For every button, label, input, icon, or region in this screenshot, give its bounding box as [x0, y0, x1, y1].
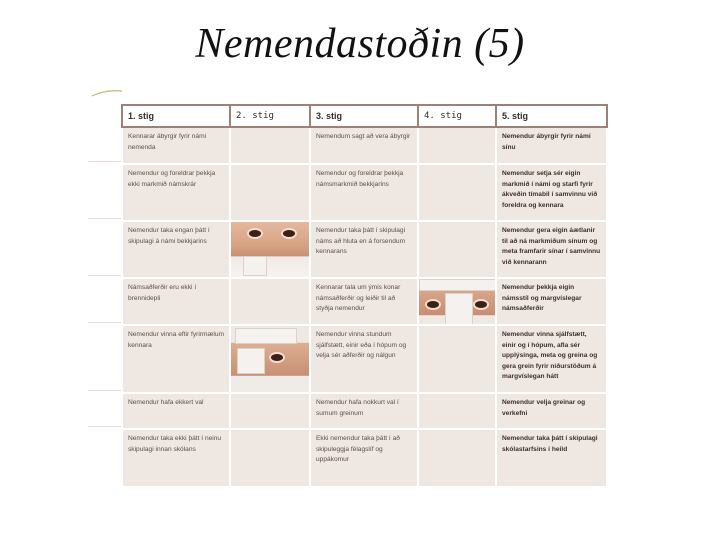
cell-empty [230, 393, 310, 429]
header-stage-3: 3. stig [310, 105, 418, 127]
table-row [122, 127, 607, 164]
cell-stage-1: Nemendur hafa ekkert val [122, 393, 230, 429]
cell-stage-5: Nemendur gera eigin áætlanir til að ná markmiðum sínum og meta framfarir sínar í samvinnu við kennarann [496, 221, 607, 278]
cell-stage-3: Nemendum sagt að vera ábyrgir [310, 127, 418, 164]
cell-stage-3: Nemendur taka þátt í skipulagi náms að hluta en á forsendum kennarans [310, 221, 418, 278]
table-row [122, 164, 607, 221]
wall-block [237, 348, 265, 374]
stages-table [121, 104, 608, 488]
cell-empty [418, 429, 496, 487]
cell-stage-3: Nemendur hafa nokkurt val í sumum greinum [310, 393, 418, 429]
cell-stage-5: Nemendur velja greinar og verkefni [496, 393, 607, 429]
cell-empty [230, 429, 310, 487]
cell-stage-1: Nemendur vinna eftir fyrirmælum kennara [122, 325, 230, 393]
eyes-photo [230, 325, 310, 393]
cell-empty [418, 221, 496, 278]
eye-icon [475, 301, 487, 308]
wall-block [243, 256, 267, 276]
eye-icon [283, 230, 295, 237]
cell-empty [230, 127, 310, 164]
cell-stage-5: Nemendur taka þátt í skipulagi skólastarfsins í heild [496, 429, 607, 487]
cell-stage-5: Nemendur vinna sjálfstætt, einir og í hópum, afla sér upplýsinga, meta og greina og gera grein fyrir niðurstöðum á margvíslegan hátt [496, 325, 607, 393]
table-row [122, 221, 607, 278]
eyes-photo [418, 278, 496, 325]
cell-empty [418, 393, 496, 429]
table-row [122, 429, 607, 487]
guide-line [88, 161, 121, 162]
wall-block [235, 328, 297, 344]
guide-line [88, 390, 121, 391]
header-row [122, 105, 607, 127]
cell-stage-5: Nemendur ábyrgir fyrir námi sínu [496, 127, 607, 164]
header-stage-5: 5. stig [496, 105, 607, 127]
cell-stage-3: Ekki nemendur taka þátt í að skipuleggja félagslíf og uppákomur [310, 429, 418, 487]
cell-empty [418, 127, 496, 164]
cell-stage-1: Námsaðferðir eru ekki í brennidepli [122, 278, 230, 325]
eye-icon [249, 230, 261, 237]
guide-line [88, 275, 121, 276]
table-row [122, 393, 607, 429]
pen-stroke-mark [90, 86, 124, 100]
wall-block [419, 279, 496, 291]
cell-stage-1: Nemendur taka ekki þátt í neinu skipulagi innan skólans [122, 429, 230, 487]
header-stage-2: 2. stig [230, 105, 310, 127]
cell-stage-1: Nemendur og foreldrar þekkja ekki markmið námskrár [122, 164, 230, 221]
guide-line [88, 426, 121, 427]
cell-stage-3: Nemendur vinna stundum sjálfstætt, einir eða í hópum og velja sér aðferðir og nálgun [310, 325, 418, 393]
cell-stage-1: Kennarar ábyrgir fyrir námi nemenda [122, 127, 230, 164]
cell-stage-3: Kennarar tala um ýmis konar námsaðferðir og leiðir til að styðja nemendur [310, 278, 418, 325]
guide-line [88, 218, 121, 219]
table-row [122, 278, 607, 325]
eye-icon [271, 354, 283, 361]
eye-icon [427, 301, 439, 308]
slide-title: Nemendastoðin (5) [195, 21, 525, 67]
cell-empty [230, 164, 310, 221]
cell-stage-3: Nemendur og foreldrar þekkja námsmarkmið bekkjarins [310, 164, 418, 221]
cell-stage-5: Nemendur þekkja eigin námsstíl og margvíslegar námsaðferðir [496, 278, 607, 325]
header-stage-4: 4. stig [418, 105, 496, 127]
header-stage-1: 1. stig [122, 105, 230, 127]
table-row [122, 325, 607, 393]
cell-empty [418, 325, 496, 393]
cell-empty [418, 164, 496, 221]
cell-stage-1: Nemendur taka engan þátt í skipulagi á námi bekkjarins [122, 221, 230, 278]
cell-stage-5: Nemendur setja sér eigin markmið í námi og starfi fyrir ákveðin tímabil í samvinnu við foreldra og kennara [496, 164, 607, 221]
eyes-photo [230, 221, 310, 278]
cell-empty [230, 278, 310, 325]
wall-block [445, 293, 473, 325]
guide-line [88, 322, 121, 323]
